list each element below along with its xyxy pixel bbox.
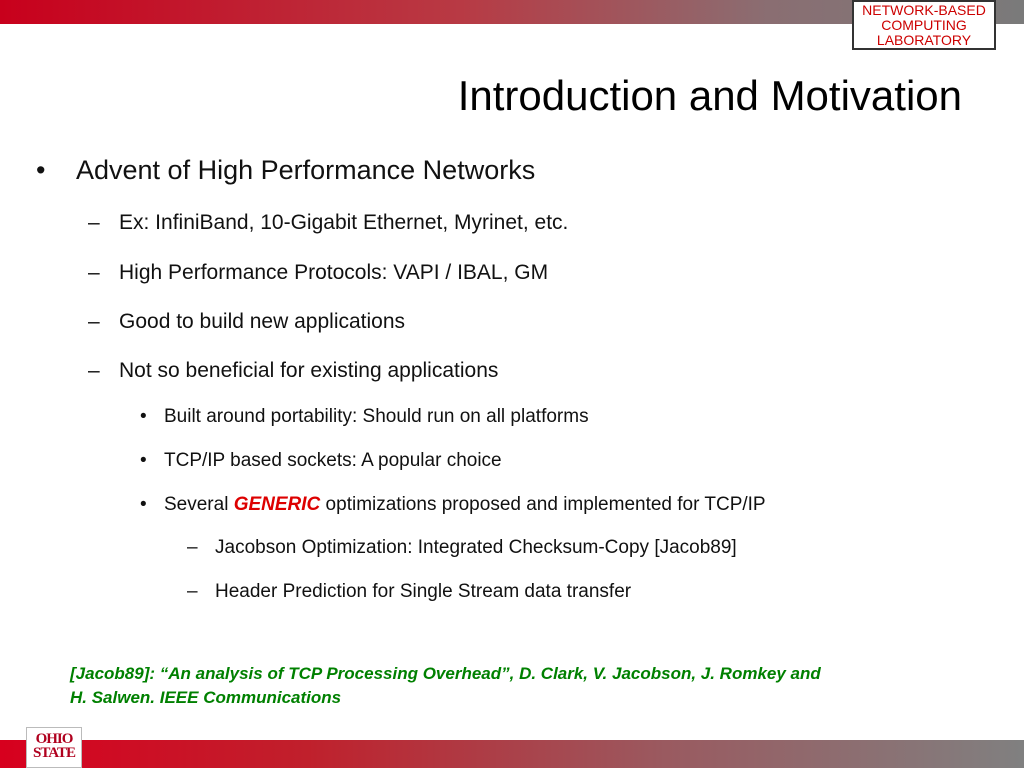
text-suffix: optimizations proposed and implemented for TCP/IP: [320, 494, 766, 515]
sub-subbullet-dot: •: [140, 406, 147, 427]
sub-subbullet-text: Built around portability: Should run on all platforms: [164, 406, 589, 427]
logo-line-2: COMPUTING: [881, 17, 967, 33]
subbullet-dash: –: [88, 310, 100, 333]
bottom-gradient-bar: [0, 740, 1024, 768]
sub-subbullet-dot: •: [140, 494, 147, 515]
slide-title: Introduction and Motivation: [457, 72, 962, 119]
level4-text: Header Prediction for Single Stream data transfer: [215, 581, 632, 602]
nbcl-logo: [852, 0, 996, 50]
subbullet-text: High Performance Protocols: VAPI / IBAL, GM: [119, 261, 549, 284]
osu-logo-line-2: STATE: [33, 745, 75, 761]
sub-subbullet-text: TCP/IP based sockets: A popular choice: [164, 450, 502, 471]
level4-dash: –: [187, 537, 198, 558]
footnote-line-2: H. Salwen. IEEE Communications: [70, 688, 342, 707]
citation-footnote: [70, 662, 970, 710]
subbullet-text: Good to build new applications: [119, 310, 406, 333]
level4-text: Jacobson Optimization: Integrated Checksum-Copy [Jacob89]: [215, 537, 737, 558]
logo-line-3: LABORATORY: [876, 32, 972, 48]
footnote-line-1: [Jacob89]: “An analysis of TCP Processing Overhead”, D. Clark, V. Jacobson, J. Romkey and: [70, 664, 821, 683]
bullet-dot: •: [36, 155, 46, 185]
subbullet-dash: –: [88, 261, 100, 284]
logo-line-1: NETWORK-BASED: [862, 2, 986, 18]
subbullet-dash: –: [88, 359, 100, 382]
sub-subbullet-text: [164, 494, 766, 516]
subbullet-text: Not so beneficial for existing applications: [119, 359, 499, 382]
subbullet-text: Ex: InfiniBand, 10-Gigabit Ethernet, Myrinet, etc.: [119, 211, 569, 234]
osu-logo-line-1: OHIO: [35, 731, 73, 747]
sub-subbullet-dot: •: [140, 450, 147, 471]
level4-dash: –: [187, 581, 198, 602]
subbullet-dash: –: [88, 211, 100, 234]
generic-emphasis: GENERIC: [233, 494, 321, 515]
text-prefix: Several: [164, 494, 234, 515]
bullet-text: Advent of High Performance Networks: [76, 155, 536, 185]
ohio-state-logo: [26, 727, 82, 768]
